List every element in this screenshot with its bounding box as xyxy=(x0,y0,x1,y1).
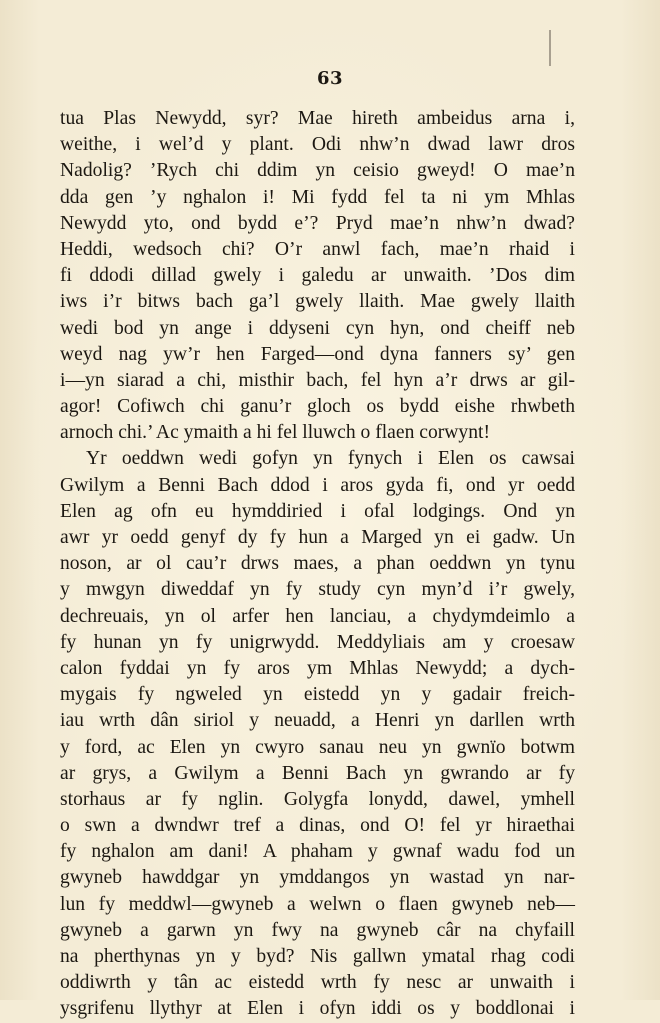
text-line: o swn a dwndwr tref a dinas, ond O! fel yr hiraethai xyxy=(60,815,575,837)
text-line: gwyneb a garwn yn fwy na gwyneb câr na chyfaill xyxy=(60,919,575,941)
text-line: Heddi, wedsoch chi? O’r anwl fach, mae’n rhaid i xyxy=(60,238,575,260)
text-line: fy hunan yn fy unigrwydd. Meddyliais am y croesaw xyxy=(60,631,575,653)
text-line: i—yn siarad a chi, misthir bach, fel hyn a’r drws ar gil- xyxy=(60,369,575,391)
text-line: arnoch chi.’ Ac ymaith a hi fel lluwch o flaen corwynt! xyxy=(60,422,490,444)
text-line: Newydd yto, ond bydd e’? Pryd mae’n nhw’n dwad? xyxy=(60,212,575,234)
text-line: calon fyddai yn fy aros ym Mhlas Newydd; a dych- xyxy=(60,657,575,679)
text-line: weyd nag yw’r hen Farged—ond dyna fanners sy’ gen xyxy=(60,343,575,365)
text-line: fy nghalon am dani! A phaham y gwnaf wadu fod un xyxy=(60,841,575,863)
text-line: Gwilym a Benni Bach ddod i aros gyda fi, ond yr oedd xyxy=(60,474,575,496)
text-line: tua Plas Newydd, syr? Mae hireth ambeidus arna i, xyxy=(60,108,575,129)
text-line: oddiwrth y tân ac eistedd wrth fy nesc ar unwaith i xyxy=(60,972,575,994)
text-line: noson, ar ol cau’r drws maes, a phan oeddwn yn tynu xyxy=(60,553,575,575)
text-line: iau wrth dân siriol y neuadd, a Henri yn darllen wrth xyxy=(60,710,575,732)
text-line: y mwgyn diweddaf yn fy study cyn myn’d i’r gwely, xyxy=(60,579,575,601)
text-line: Nadolig? ’Rych chi ddim yn ceisio gweyd! O mae’n xyxy=(60,160,575,182)
text-line: mygais fy ngweled yn eistedd yn y gadair freich- xyxy=(60,684,575,706)
text-line: dechreuais, yn ol arfer hen lanciau, a chydymdeimlo a xyxy=(60,605,575,627)
text-line: fi ddodi dillad gwely i galedu ar unwaith. ’Dos dim xyxy=(60,265,575,287)
text-line: awr yr oedd genyf dy fy hun a Marged yn ei gadw. Un xyxy=(60,527,575,548)
text-line: wedi bod yn ange i ddyseni cyn hyn, ond cheiff neb xyxy=(60,317,575,339)
body-text xyxy=(60,106,575,1023)
text-line: weithe, i wel’d y plant. Odi nhw’n dwad lawr dros xyxy=(60,134,575,156)
text-line: iws i’r bitws bach ga’l gwely llaith. Mae gwely llaith xyxy=(60,291,575,313)
text-line: agor! Cofiwch chi ganu’r gloch os bydd eishe rhwbeth xyxy=(60,396,575,418)
page-number: 63 xyxy=(316,68,344,89)
text-line: ar grys, a Gwilym a Benni Bach yn gwrando ar fy xyxy=(60,762,575,784)
margin-mark xyxy=(549,30,551,66)
text-line: ysgrifenu llythyr at Elen i ofyn iddi os y boddlonai i xyxy=(60,998,575,1020)
text-line: y ford, ac Elen yn cwyro sanau neu yn gwnïo botwm xyxy=(60,736,575,758)
text-line: lun fy meddwl—gwyneb a welwn o flaen gwyneb neb— xyxy=(60,893,575,915)
text-line: Elen ag ofn eu hymddiried i ofal lodgings. Ond yn xyxy=(60,500,575,522)
text-line: gwyneb hawddgar yn ymddangos yn wastad yn nar- xyxy=(60,867,575,889)
text-line: dda gen ’y nghalon i! Mi fydd fel ta ni ym Mhlas xyxy=(60,186,575,208)
paragraph-start-line: Yr oeddwn wedi gofyn yn fynych i Elen os cawsai xyxy=(86,448,575,470)
text-line: storhaus ar fy nglin. Golygfa lonydd, dawel, ymhell xyxy=(60,788,575,810)
text-line: na pherthynas yn y byd? Nis gallwn ymatal rhag codi xyxy=(60,946,575,967)
